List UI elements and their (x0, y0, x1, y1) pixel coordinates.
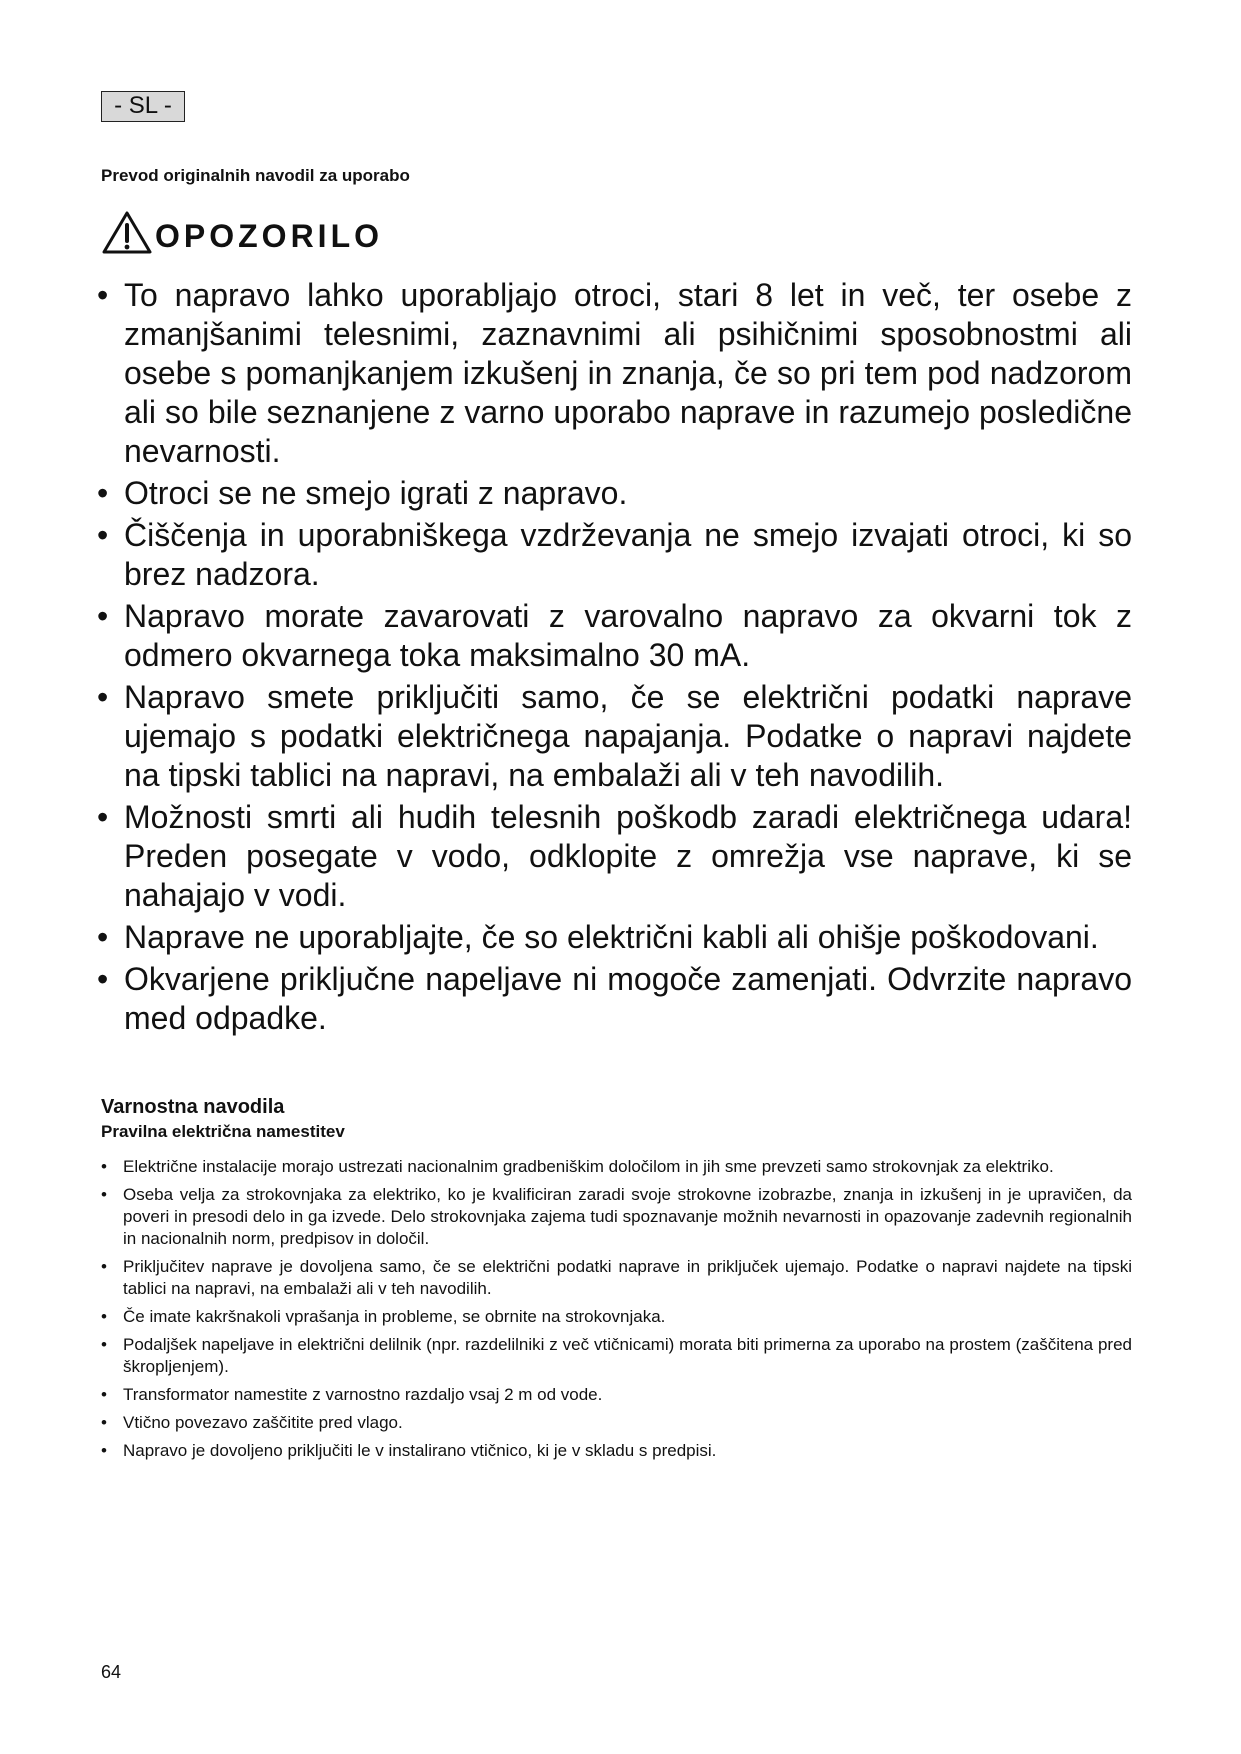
safety-item-text: Če imate kakršnakoli vprašanja in probleme, se obrnite na strokovnjaka. (123, 1307, 666, 1326)
safety-item (101, 1156, 1132, 1178)
safety-section-title: Varnostna navodila (101, 1096, 285, 1118)
bullet-icon: • (97, 961, 109, 997)
bullet-icon: • (101, 1385, 107, 1404)
warning-list (97, 276, 1132, 1041)
warning-item-text: Otroci se ne smejo igrati z napravo. (124, 475, 628, 511)
safety-item (101, 1384, 1132, 1406)
safety-item-text: Transformator namestite z varnostno razdaljo vsaj 2 m od vode. (123, 1385, 603, 1404)
bullet-icon: • (101, 1257, 107, 1276)
safety-item-text: Električne instalacije morajo ustrezati nacionalnim gradbeniškim določilom in jih sme prevzeti samo strokovnjak za elektriko. (123, 1157, 1054, 1176)
warning-item-text: Napravo morate zavarovati z varovalno napravo za okvarni tok z odmero okvarnega toka maksimalno 30 mA. (124, 598, 1132, 673)
safety-list (101, 1156, 1132, 1468)
safety-item (101, 1256, 1132, 1300)
safety-item (101, 1412, 1132, 1434)
bullet-icon: • (101, 1335, 107, 1354)
warning-title: OPOZORILO (155, 218, 383, 254)
warning-item (97, 474, 1132, 513)
bullet-icon: • (97, 517, 109, 553)
warning-item-text: Čiščenja in uporabniškega vzdrževanja ne smejo izvajati otroci, ki so brez nadzora. (124, 517, 1132, 592)
warning-item (97, 798, 1132, 915)
bullet-icon: • (97, 277, 109, 313)
warning-item (97, 597, 1132, 675)
warning-item (97, 678, 1132, 795)
page-number: 64 (101, 1662, 122, 1682)
warning-item-text: Okvarjene priključne napeljave ni mogoče zamenjati. Odvrzite napravo med odpadke. (124, 961, 1132, 1036)
safety-item (101, 1184, 1132, 1250)
bullet-icon: • (101, 1441, 107, 1460)
safety-item (101, 1440, 1132, 1462)
safety-item-text: Napravo je dovoljeno priključiti le v instalirano vtičnico, ki je v skladu s predpisi. (123, 1441, 717, 1460)
safety-item-text: Podaljšek napeljave in električni delilnik (npr. razdelilniki z več vtičnicami) morata biti primerna za uporabo na prostem (zaščitena pred škropljenjem). (123, 1335, 1132, 1376)
warning-item-text: Naprave ne uporabljajte, če so električni kabli ali ohišje poškodovani. (124, 919, 1099, 955)
warning-triangle-icon (101, 210, 153, 256)
bullet-icon: • (97, 475, 109, 511)
document-subtitle: Prevod originalnih navodil za uporabo (101, 166, 410, 185)
warning-item (97, 516, 1132, 594)
warning-heading (101, 210, 383, 256)
safety-item (101, 1306, 1132, 1328)
warning-item-text: Možnosti smrti ali hudih telesnih poškodb zaradi električnega udara! Preden posegate v vodo, odklopite z omrežja vse naprave, ki se nahajajo v vodi. (124, 799, 1132, 913)
warning-item-text: Napravo smete priključiti samo, če se električni podatki naprave ujemajo s podatki električnega napajanja. Podatke o napravi najdete na tipski tablici na napravi, na embalaži ali v teh navodilih. (124, 679, 1132, 793)
safety-item-text: Priključitev naprave je dovoljena samo, če se električni podatki naprave in priključek ujemajo. Podatke o napravi najdete na tipski tablici na napravi, na embalaži ali v teh navodilih. (123, 1257, 1132, 1298)
warning-item (97, 960, 1132, 1038)
safety-item (101, 1334, 1132, 1378)
bullet-icon: • (101, 1157, 107, 1176)
bullet-icon: • (97, 799, 109, 835)
safety-item-text: Vtično povezavo zaščitite pred vlago. (123, 1413, 403, 1432)
safety-item-text: Oseba velja za strokovnjaka za elektriko, ko je kvalificiran zaradi svoje strokovne izobrazbe, znanja in izkušenj in je upravičen, da poveri in presodi delo in ga izvede. Delo strokovnjaka zajema tudi spoznavanje možnih nevarnosti in opazovanje zadevnih regionalnih in nacionalnih norm, predpisov in določil. (123, 1185, 1132, 1248)
warning-item (97, 276, 1132, 471)
warning-item-text: To napravo lahko uporabljajo otroci, stari 8 let in več, ter osebe z zmanjšanimi telesnimi, zaznavnimi ali psihičnimi sposobnostmi ali osebe s pomanjkanjem izkušenj in znanja, če so pri tem pod nadzorom ali so bile seznanjene z varno uporabo naprave in razumejo posledične nevarnosti. (124, 277, 1132, 469)
bullet-icon: • (97, 919, 109, 955)
bullet-icon: • (101, 1185, 107, 1204)
bullet-icon: • (101, 1413, 107, 1432)
bullet-icon: • (97, 679, 109, 715)
bullet-icon: • (101, 1307, 107, 1326)
warning-item (97, 918, 1132, 957)
language-badge: - SL - (101, 91, 185, 122)
safety-section-subtitle: Pravilna električna namestitev (101, 1122, 345, 1141)
bullet-icon: • (97, 598, 109, 634)
